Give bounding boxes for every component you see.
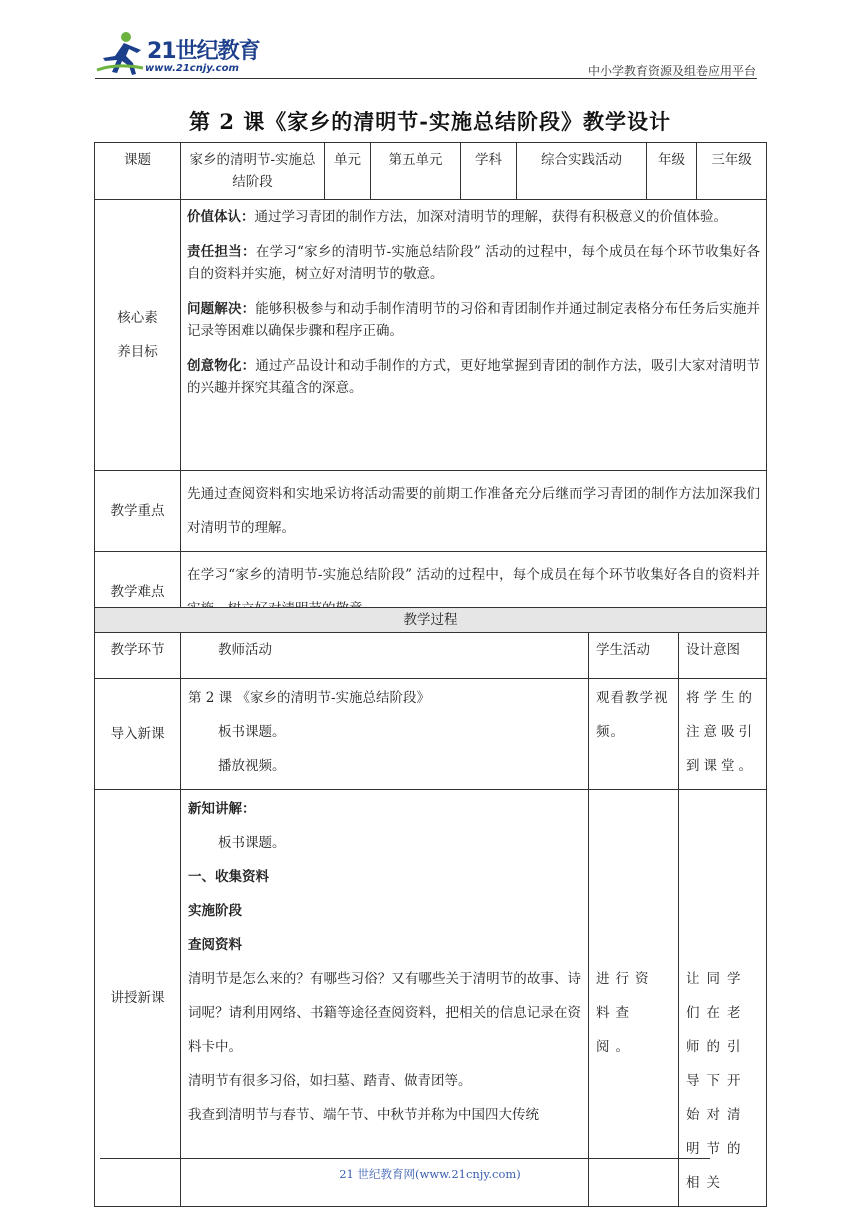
- teach-stage: 讲授新课: [95, 790, 181, 1207]
- teaching-process-table: [94, 607, 767, 1207]
- core-goal-item: [187, 355, 760, 399]
- teach-line: 板书课题。: [218, 835, 286, 851]
- teach-line: 查阅资料: [188, 937, 242, 953]
- teach-line: 一、收集资料: [188, 869, 269, 885]
- core-goal-item: [187, 206, 760, 228]
- teach-line: 实施阶段: [188, 903, 242, 919]
- goal-text: 通过学习青团的制作方法，加深对清明节的理解，获得有积极意义的价值体验。: [254, 209, 727, 225]
- core-goal-item: [187, 241, 760, 285]
- col-teacher-label: 教师活动: [218, 642, 272, 658]
- unit-value: 第五单元: [371, 143, 461, 200]
- core-label-line1: 核心素: [117, 310, 158, 326]
- goal-text: 能够积极参与和动手制作清明节的习俗和青团制作并通过制定表格分布任务后实施并记录等困难以确保步骤和程序正确。: [187, 301, 761, 339]
- col-teacher: [181, 633, 589, 679]
- key-point-row: [95, 471, 767, 552]
- teach-student: [589, 790, 679, 1207]
- header-divider: [95, 78, 757, 79]
- goal-heading: 价值体认：: [187, 209, 255, 225]
- topic-value: 家乡的清明节-实施总结阶段: [181, 143, 325, 200]
- topic-label: 课题: [95, 143, 181, 200]
- intro-teacher-line: 板书课题。: [218, 724, 286, 740]
- teach-teacher: [181, 790, 589, 1207]
- process-header: 教学过程: [95, 608, 767, 633]
- site-logo: [95, 30, 265, 78]
- core-goal-item: [187, 298, 760, 342]
- core-goals-content: [181, 200, 767, 471]
- grade-value: 三年级: [697, 143, 767, 200]
- core-goals-row: [95, 200, 767, 471]
- page-header: [0, 0, 860, 90]
- runner-logo-icon: [95, 30, 147, 76]
- intro-teacher: [181, 679, 589, 790]
- subject-value: 综合实践活动: [517, 143, 647, 200]
- col-student: 学生活动: [589, 633, 679, 679]
- process-header-row: [95, 608, 767, 633]
- teach-intent-text: 让同学们在老师的引导下开始对清明节的相关: [686, 971, 748, 1191]
- col-intent: 设计意图: [679, 633, 767, 679]
- key-point-text: [181, 471, 767, 552]
- logo-url: www.21cnjy.com: [145, 63, 239, 74]
- intro-student: [589, 679, 679, 790]
- teach-line: 新知讲解：: [188, 801, 256, 817]
- difficulty-label: 教学难点: [95, 552, 181, 633]
- teach-student-text: 进行资料查阅。: [596, 971, 655, 1055]
- col-stage: 教学环节: [95, 633, 181, 679]
- intro-teacher-line: 播放视频。: [218, 758, 286, 774]
- document-title: 第 2 课《家乡的清明节-实施总结阶段》教学设计: [189, 109, 671, 134]
- difficulty-paragraph: 在学习“家乡的清明节-实施总结阶段” 活动的过程中，每个成员在每个环节收集好各自的资料并: [187, 567, 760, 583]
- goal-heading: 问题解决：: [187, 301, 256, 317]
- info-row: [95, 143, 767, 200]
- goal-text: 通过产品设计和动手制作的方式，更好地掌握到青团的制作方法，吸引大家对清明节的兴趣并探究其蕴含的深意。: [187, 358, 761, 396]
- core-label-line2: 养目标: [117, 344, 158, 360]
- footer-divider: [100, 1158, 710, 1159]
- lesson-info-table: [94, 142, 767, 633]
- goal-heading: 责任担当：: [187, 244, 256, 260]
- key-point-paragraph: 先通过查阅资料和实地采访将活动需要的前期工作准备充分后继而学习青团的制作方法加深我们对清明节的理解。: [187, 486, 760, 536]
- intro-intent-text: 将学生的注意吸引到课堂。: [686, 690, 756, 774]
- intro-row: [95, 679, 767, 790]
- teach-line: 清明节有很多习俗，如扫墓、踏青、做青团等。: [188, 1073, 472, 1089]
- intro-student-text: 观看教学视频。: [596, 690, 669, 740]
- subject-label: 学科: [461, 143, 517, 200]
- core-goals-label: [95, 200, 181, 471]
- footer-text: 21 世纪教育网(www.21cnjy.com): [339, 1167, 521, 1181]
- intro-stage: 导入新课: [95, 679, 181, 790]
- key-point-label: 教学重点: [95, 471, 181, 552]
- intro-teacher-line: 第 2 课 《家乡的清明节-实施总结阶段》: [188, 690, 431, 706]
- grade-label: 年级: [647, 143, 697, 200]
- intro-intent: [679, 679, 767, 790]
- teach-line: 清明节是怎么来的？有哪些习俗？又有哪些关于清明节的故事、诗词呢？请利用网络、书籍等途径查阅资料，把相关的信息记录在资料卡中。: [188, 971, 581, 1055]
- unit-label: 单元: [325, 143, 371, 200]
- platform-name: 中小学教育资源及组卷应用平台: [587, 64, 756, 78]
- teach-intent: [679, 790, 767, 1207]
- goal-heading: 创意物化：: [187, 358, 256, 374]
- teach-line: 我查到清明节与春节、端午节、中秋节并称为中国四大传统: [188, 1107, 539, 1123]
- teach-row: [95, 790, 767, 1207]
- goal-text: 在学习“家乡的清明节-实施总结阶段” 活动的过程中，每个成员在每个环节收集好各自的资料并实施，树立好对清明节的敬意。: [187, 244, 761, 282]
- process-columns-row: [95, 633, 767, 679]
- logo-text: 21世纪教育: [147, 39, 260, 64]
